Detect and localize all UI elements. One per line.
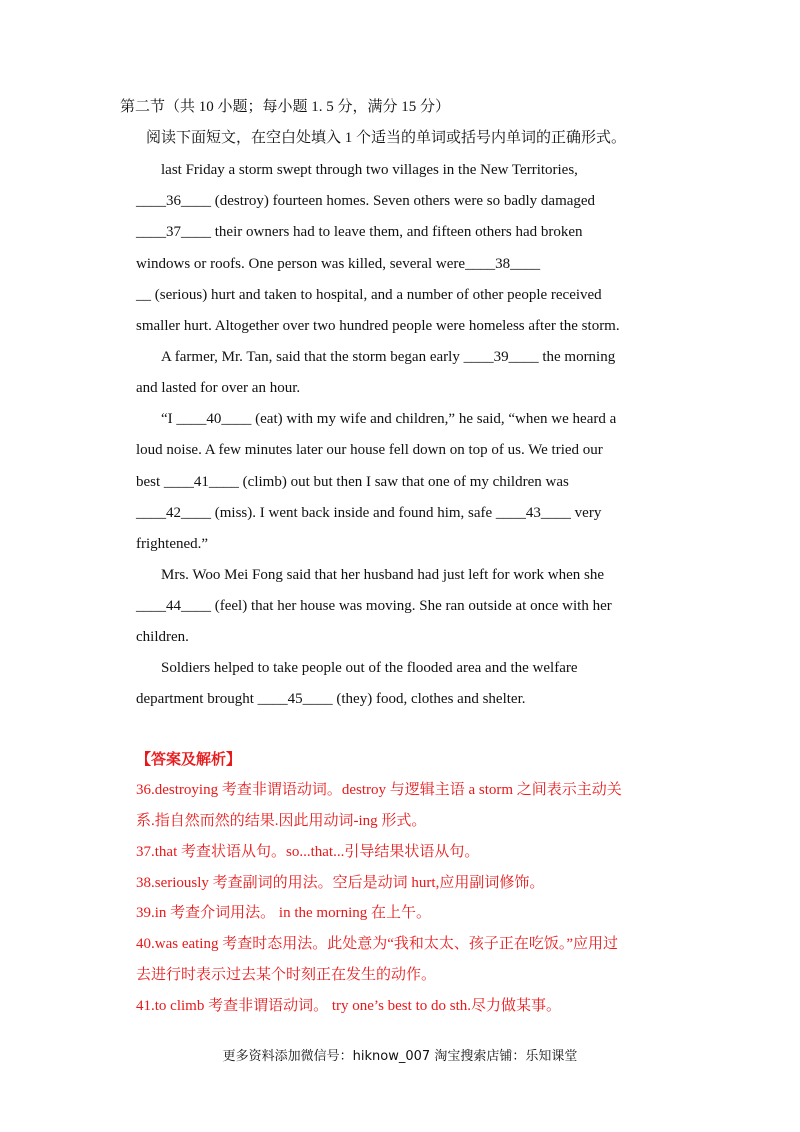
answer-line: 37.that 考查状语从句。so...that...引导结果状语从句。 <box>136 844 480 860</box>
passage-line: best ____41____ (climb) out but then I saw that one of my children was <box>136 474 569 490</box>
passage-line: last Friday a storm swept through two villages in the New Territories, <box>161 162 578 178</box>
passage-line: A farmer, Mr. Tan, said that the storm began early ____39____ the morning <box>161 349 616 365</box>
passage-line: ____37____ their owners had to leave them, and fifteen others had broken <box>136 224 583 240</box>
section-instruction: 阅读下面短文，在空白处填入 1 个适当的单词或括号内单词的正确形式。 <box>146 130 627 146</box>
section-heading: 第二节（共 10 小题；每小题 1. 5 分，满分 15 分） <box>120 99 451 115</box>
passage-line: children. <box>136 629 189 645</box>
answer-line: 41.to climb 考查非谓语动词。 try one’s best to do sth.尽力做某事。 <box>136 998 561 1014</box>
answer-line: 去进行时表示过去某个时刻正在发生的动作。 <box>136 967 437 983</box>
passage-line: ____42____ (miss). I went back inside and found him, safe ____43____ very <box>136 505 602 521</box>
answer-line: 36.destroying 考查非谓语动词。destroy 与逻辑主语 a storm 之间表示主动关 <box>136 782 622 798</box>
passage-line: __ (serious) hurt and taken to hospital, and a number of other people received <box>136 287 602 303</box>
answer-line: 38.seriously 考查副词的用法。空后是动词 hurt,应用副词修饰。 <box>136 875 545 891</box>
passage-line: department brought ____45____ (they) food, clothes and shelter. <box>136 691 526 707</box>
passage-line: frightened.” <box>136 536 209 552</box>
passage-line: loud noise. A few minutes later our house fell down on top of us. We tried our <box>136 442 603 458</box>
passage-line: Mrs. Woo Mei Fong said that her husband had just left for work when she <box>161 567 605 583</box>
passage-line: and lasted for over an hour. <box>136 380 301 396</box>
answer-line: 40.was eating 考查时态用法。此处意为“我和太太、孩子正在吃饭。”应用过 <box>136 936 619 952</box>
answer-line: 系.指自然而然的结果.因此用动词-ing 形式。 <box>136 813 427 829</box>
footer-note: 更多资料添加微信号：hiknow_007 淘宝搜索店铺：乐知课堂 <box>222 1049 578 1064</box>
passage-line: Soldiers helped to take people out of the flooded area and the welfare <box>161 660 578 676</box>
passage-line: ____44____ (feel) that her house was moving. She ran outside at once with her <box>136 598 612 614</box>
answer-line: 39.in 考查介词用法。 in the morning 在上午。 <box>136 905 431 921</box>
answers-heading: 【答案及解析】 <box>136 750 242 768</box>
passage-line: ____36____ (destroy) fourteen homes. Seven others were so badly damaged <box>136 193 596 209</box>
passage-line: windows or roofs. One person was killed, several were____38____ <box>136 256 541 272</box>
passage-line: “I ____40____ (eat) with my wife and children,” he said, “when we heard a <box>161 411 617 427</box>
passage-line: smaller hurt. Altogether over two hundred people were homeless after the storm. <box>136 318 620 334</box>
